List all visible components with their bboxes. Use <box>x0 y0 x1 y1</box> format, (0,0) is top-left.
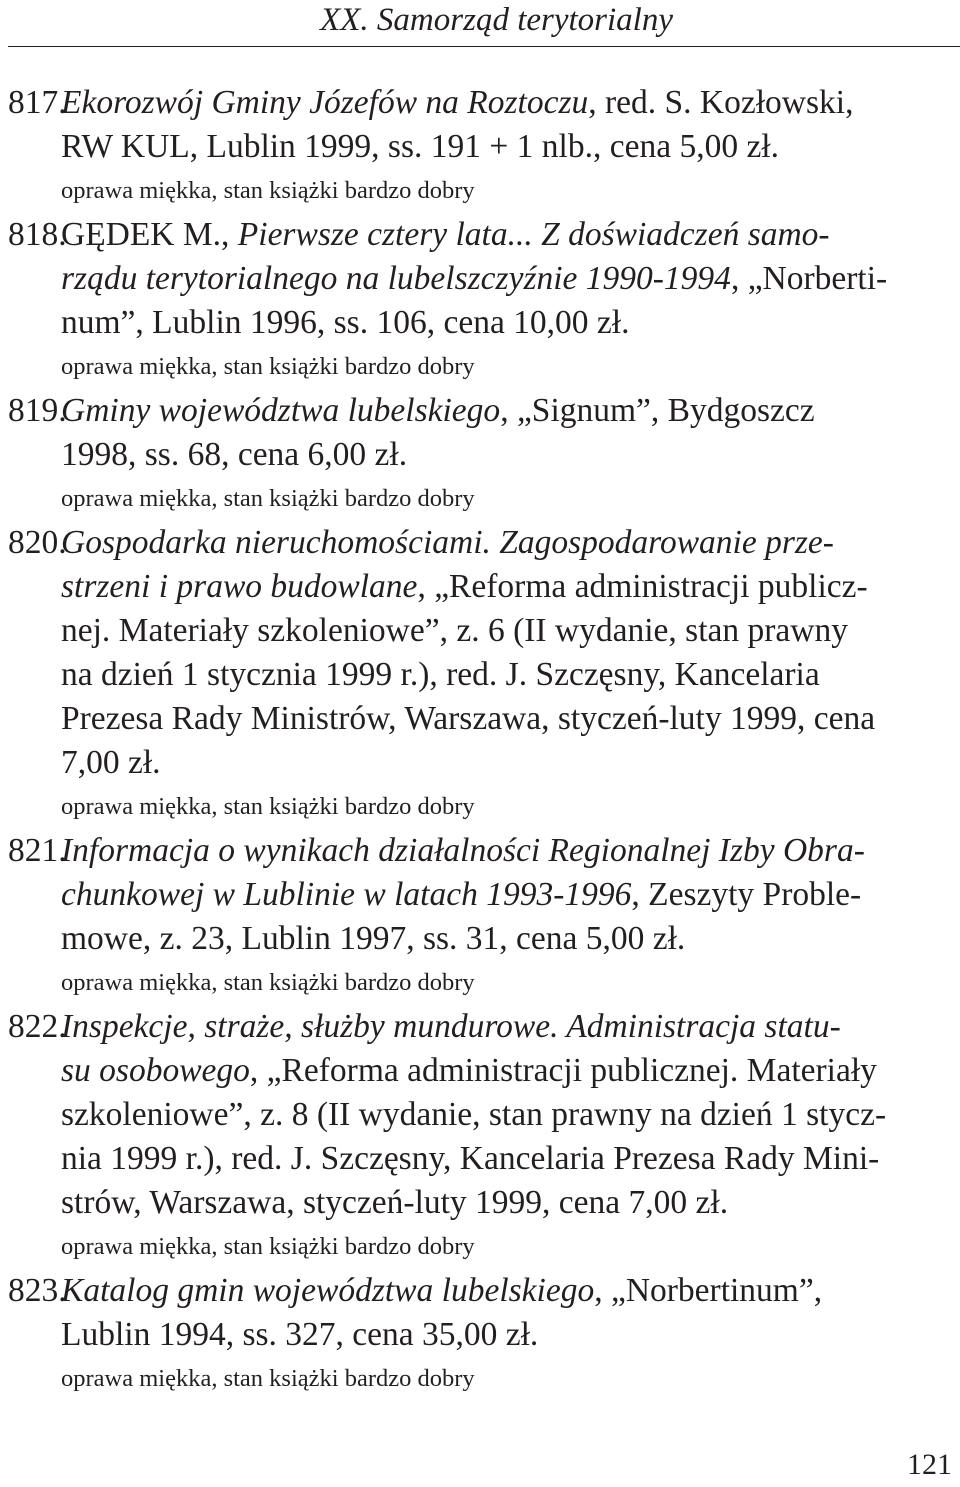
entry-text: nia 1999 r.), red. J. Szczęsny, Kancelaria Prezesa Rady Mini- <box>61 1140 880 1177</box>
entry-text: , red. S. Kozłowski, <box>588 84 854 121</box>
entry-line <box>8 81 952 125</box>
catalog-entry <box>8 213 952 389</box>
entry-line <box>8 1005 952 1049</box>
condition-note: oprawa miękka, stan książki bardzo dobry <box>61 969 475 996</box>
entry-text: 7,00 zł. <box>61 744 161 781</box>
entry-title-text: Katalog gmin województwa lubelskiego <box>61 1272 595 1309</box>
entry-line <box>8 697 952 741</box>
entry-text: num”, Lublin 1996, ss. 106, cena 10,00 zł. <box>61 304 630 341</box>
catalog-entry <box>8 389 952 521</box>
entry-text: Lublin 1994, ss. 327, cena 35,00 zł. <box>61 1316 539 1353</box>
entry-number: 822. <box>8 1008 67 1045</box>
condition-note: oprawa miękka, stan książki bardzo dobry <box>61 177 475 204</box>
catalog-entry <box>8 1005 952 1269</box>
entry-text: 1998, ss. 68, cena 6,00 zł. <box>61 436 408 473</box>
condition-note: oprawa miękka, stan książki bardzo dobry <box>61 485 475 512</box>
entry-title-text: Ekorozwój Gminy Józefów na Roztoczu <box>61 84 589 121</box>
entry-line <box>8 389 952 433</box>
entry-number: 823. <box>8 1272 67 1309</box>
entry-text: , „Norbertinum”, <box>594 1272 823 1309</box>
entry-text: RW KUL, Lublin 1999, ss. 191 + 1 nlb., cena 5,00 zł. <box>61 128 779 165</box>
entry-text: Prezesa Rady Ministrów, Warszawa, styczeń-luty 1999, cena <box>61 700 876 737</box>
entry-text: , „Reforma administracji publicz- <box>417 568 868 605</box>
entry-text: , Zeszyty Proble- <box>631 876 862 913</box>
entry-line <box>8 257 952 301</box>
catalog-entries <box>8 81 952 1401</box>
entry-text: szkoleniowe”, z. 8 (II wydanie, stan prawny na dzień 1 stycz- <box>61 1096 887 1133</box>
entry-line <box>8 565 952 609</box>
entry-line <box>8 873 952 917</box>
entry-line <box>8 1137 952 1181</box>
entry-text: strów, Warszawa, styczeń-luty 1999, cena 7,00 zł. <box>61 1184 729 1221</box>
entry-line <box>8 609 952 653</box>
catalog-entry <box>8 829 952 1005</box>
entry-number: 818. <box>8 216 67 253</box>
catalog-entry <box>8 521 952 829</box>
entry-title-text: rządu terytorialnego na lubelszczyźnie 1990-1994 <box>61 260 731 297</box>
condition-note: oprawa miękka, stan książki bardzo dobry <box>61 1233 475 1260</box>
entry-title-text: chunkowej w Lublinie w latach 1993-1996 <box>61 876 632 913</box>
entry-title-text: Inspekcje, straże, służby mundurowe. Administracja statu- <box>61 1008 841 1045</box>
entry-number: 817. <box>8 84 67 121</box>
entry-number: 820. <box>8 524 67 561</box>
entry-number: 821. <box>8 832 67 869</box>
entry-title-text: Pierwsze cztery lata... Z doświadczeń samo- <box>237 216 830 253</box>
entry-line <box>8 301 952 345</box>
entry-title-text: su osobowego <box>61 1052 250 1089</box>
header-rule <box>8 46 960 47</box>
entry-number: 819. <box>8 392 67 429</box>
entry-line <box>8 433 952 477</box>
catalog-entry <box>8 81 952 213</box>
entry-text: GĘDEK M., <box>61 216 238 253</box>
entry-line <box>8 1313 952 1357</box>
page-number: 121 <box>907 1448 952 1481</box>
running-head: XX. Samorząd terytorialny <box>320 2 673 38</box>
entry-title-text: Informacja o wynikach działalności Regionalnej Izby Obra- <box>61 832 865 869</box>
entry-title-text: Gospodarka nieruchomościami. Zagospodarowanie prze- <box>61 524 834 561</box>
entry-text: , „Reforma administracji publicznej. Materiały <box>249 1052 877 1089</box>
entry-line <box>8 741 952 785</box>
entry-text: , „Signum”, Bydgoszcz <box>500 392 815 429</box>
condition-note: oprawa miękka, stan książki bardzo dobry <box>61 793 475 820</box>
entry-line <box>8 125 952 169</box>
condition-note: oprawa miękka, stan książki bardzo dobry <box>61 353 475 380</box>
entry-text: , „Norberti- <box>730 260 888 297</box>
entry-line <box>8 917 952 961</box>
entry-text: na dzień 1 stycznia 1999 r.), red. J. Szczęsny, Kancelaria <box>61 656 820 693</box>
entry-text: nej. Materiały szkoleniowe”, z. 6 (II wydanie, stan prawny <box>61 612 848 649</box>
condition-note: oprawa miękka, stan książki bardzo dobry <box>61 1365 475 1392</box>
catalog-entry <box>8 1269 952 1401</box>
entry-line <box>8 653 952 697</box>
entry-line <box>8 829 952 873</box>
entry-line <box>8 1269 952 1313</box>
entry-line <box>8 213 952 257</box>
entry-line <box>8 1181 952 1225</box>
entry-text: mowe, z. 23, Lublin 1997, ss. 31, cena 5,00 zł. <box>61 920 686 957</box>
entry-title-text: strzeni i prawo budowlane <box>61 568 418 605</box>
entry-line <box>8 1049 952 1093</box>
entry-title-text: Gminy województwa lubelskiego <box>61 392 501 429</box>
entry-line <box>8 1093 952 1137</box>
entry-line <box>8 521 952 565</box>
